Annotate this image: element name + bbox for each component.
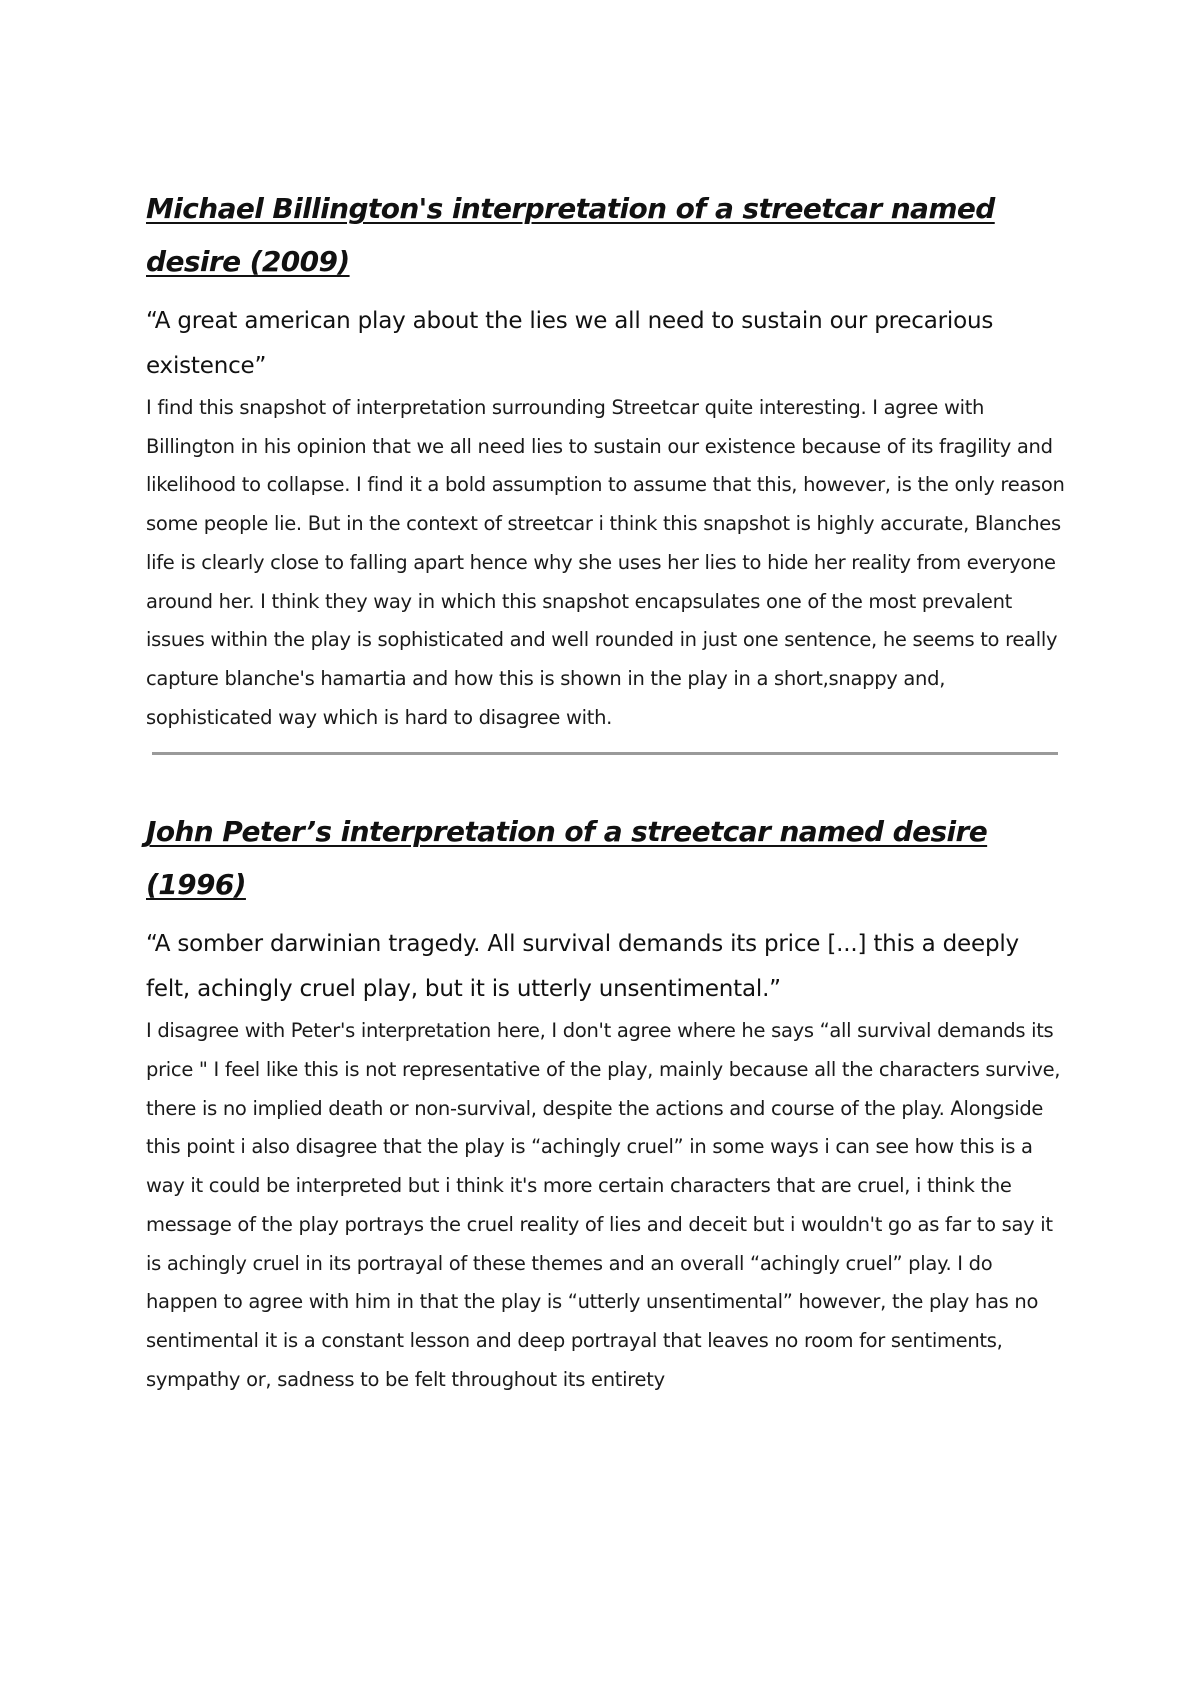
- peter-section: [146, 805, 1066, 1399]
- critic-quote: “A great american play about the lies we all need to sustain our precarious existence”: [146, 308, 994, 379]
- analysis-paragraph: I disagree with Peter's interpretation here, I don't agree where he says “all survival demands its price " I feel like this is not representative of the play, mainly because all the characters survive, there is no implied death or non-survival, despite the actions and course of the play. Alongside this point i also disagree that the play is “achingly cruel” in some ways i can see how this is a way it could be interpreted but i think it's more certain characters that are cruel, i think the message of the play portrays the cruel reality of lies and deceit but i wouldn't go as far to say it is achingly cruel in its portrayal of these themes and an overall “achingly cruel” play. I do happen to agree with him in that the play is “utterly unsentimental” however, the play has no sentimental it is a constant lesson and deep portrayal that leaves no room for sentiments, sympathy or, sadness to be felt throughout its entirety: [146, 1019, 1061, 1391]
- analysis-paragraph: I find this snapshot of interpretation surrounding Streetcar quite interesting. I agree with Billington in his opinion that we all need lies to sustain our existence because of its fragility and likelihood to collapse. I find it a bold assumption to assume that this, however, is the only reason some people lie. But in the context of streetcar i think this snapshot is highly accurate, Blanches life is clearly close to falling apart hence why she uses her lies to hide her reality from everyone around her. I think they way in which this snapshot encapsulates one of the most prevalent issues within the play is sophisticated and well rounded in just one sentence, he seems to really capture blanche's hamartia and how this is shown in the play in a short,snappy and, sophisticated way which is hard to disagree with.: [146, 396, 1065, 729]
- document-page: [146, 182, 1066, 1399]
- section-heading: Michael Billington's interpretation of a streetcar named desire (2009): [146, 192, 995, 278]
- section-heading: John Peter’s interpretation of a streetcar named desire (1996): [146, 815, 988, 902]
- section-divider: [152, 752, 1058, 755]
- critic-quote: “A somber darwinian tragedy. All survival demands its price [...] this a deeply felt, achingly cruel play, but it is utterly unsentimental.”: [146, 931, 1019, 1003]
- billington-section: [146, 182, 1066, 737]
